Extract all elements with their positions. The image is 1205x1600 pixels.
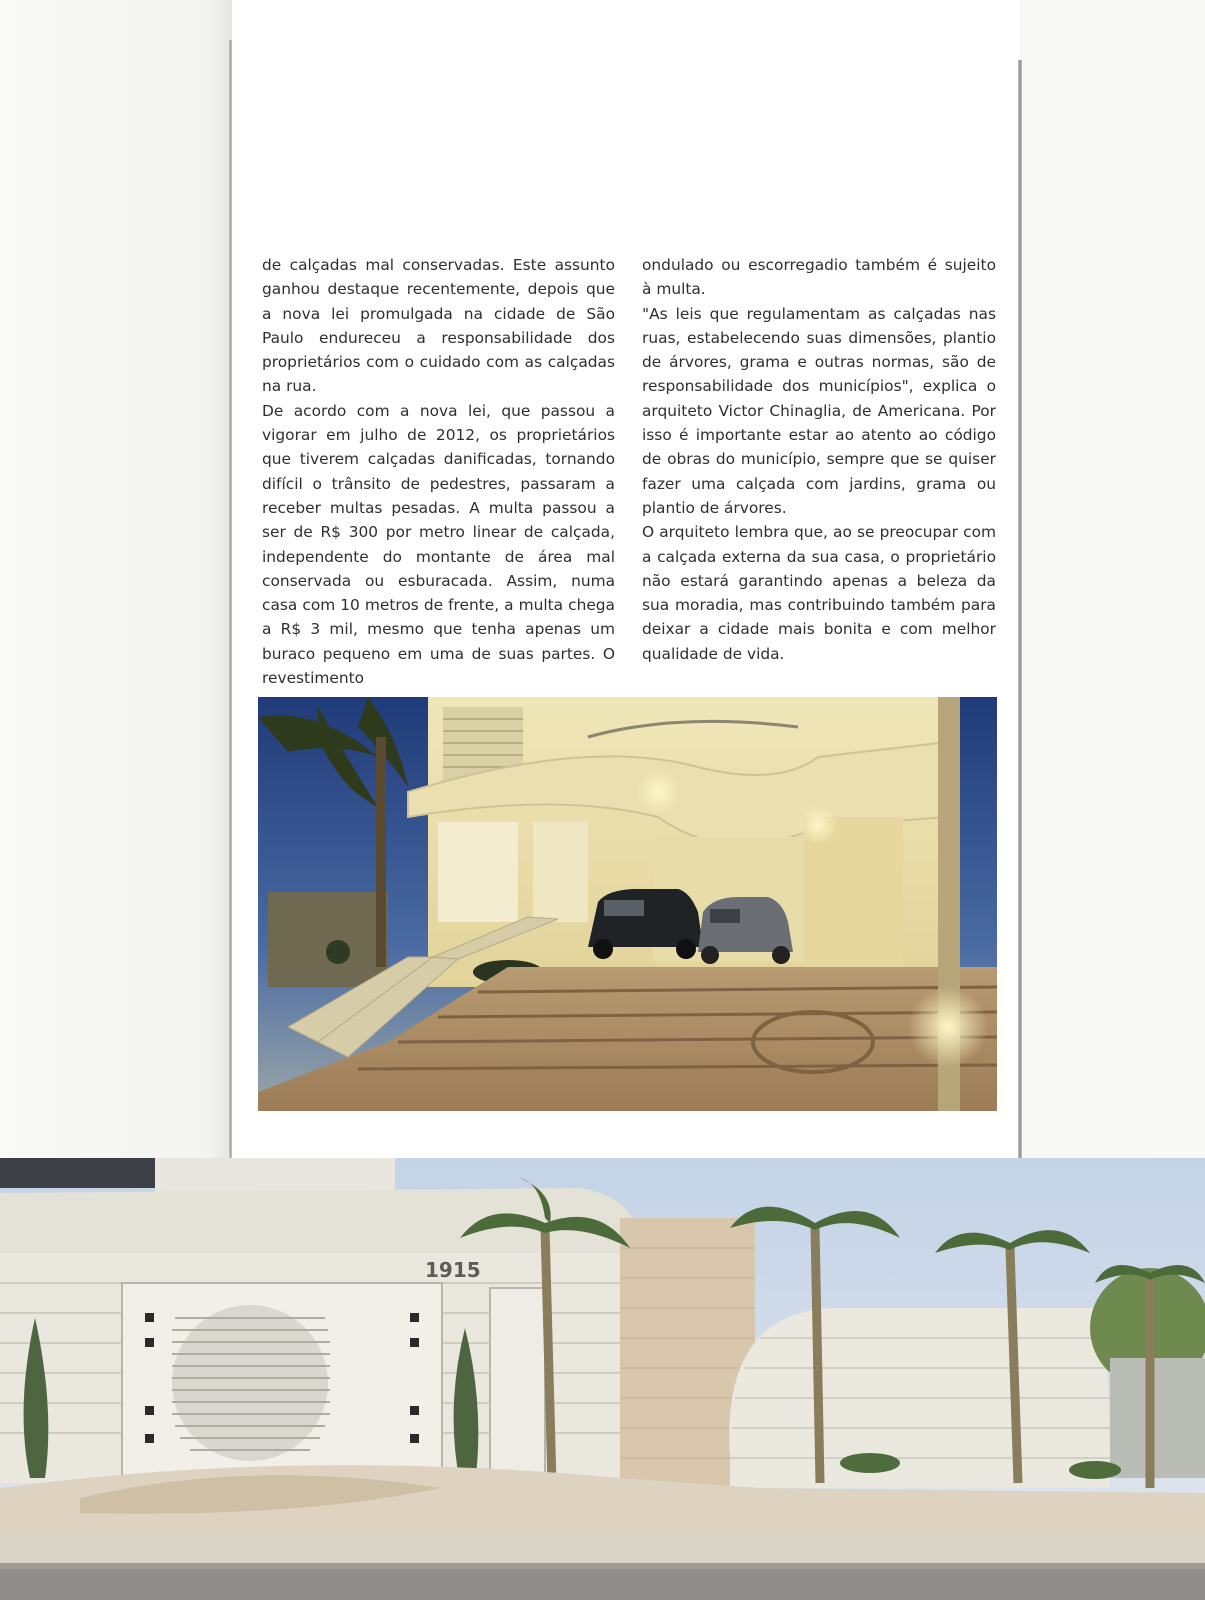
article-column-right — [642, 253, 996, 666]
paragraph: de calçadas mal conservadas. Este assunto ganhou destaque recentemente, depois que a nova lei promulgada na cidade de São Paulo endureceu a responsabilidade dos proprietários com o cuidado com as calçadas na rua. — [262, 256, 615, 396]
house-number: 1915 — [425, 1258, 481, 1282]
paragraph: "As leis que regulamentam as calçadas nas ruas, estabelecendo suas dimensões, plantio de árvores, grama e outras normas, são de responsabilidade dos municípios", explica o arquiteto Victor Chinaglia, de Americana. Por isso é importante estar ao atento ao código de obras do município, sempre que se quiser fazer uma calçada com jardins, grama ou plantio de árvores. — [642, 304, 996, 517]
article-column-left — [262, 253, 615, 690]
house-facade-photo — [0, 1158, 1205, 1600]
right-page-margin — [1022, 0, 1205, 1160]
paragraph: De acordo com a nova lei, que passou a vigorar em julho de 2012, os proprietários que tiverem calçadas danificadas, tornando difícil o trânsito de pedestres, passaram a receber multas pesadas. A multa passou a ser de R$ 300 por metro linear de calçada, independente do montante de área mal conservada ou esburacada. Assim, numa casa com 10 metros de frente, a multa chega a R$ 3 mil, mesmo que tenha apenas um buraco pequeno em uma de suas partes. O revestimento — [262, 401, 615, 688]
left-page-margin — [0, 0, 232, 1160]
paragraph: ondulado ou escorregadio também é sujeito à multa. — [642, 256, 996, 299]
house-night-photo — [258, 697, 997, 1111]
paragraph: O arquiteto lembra que, ao se preocupar com a calçada externa da sua casa, o proprietário não estará garantindo apenas a beleza da sua moradia, mas contribuindo também para deixar a cidade mais bonita e com melhor qualidade de vida. — [642, 523, 996, 663]
